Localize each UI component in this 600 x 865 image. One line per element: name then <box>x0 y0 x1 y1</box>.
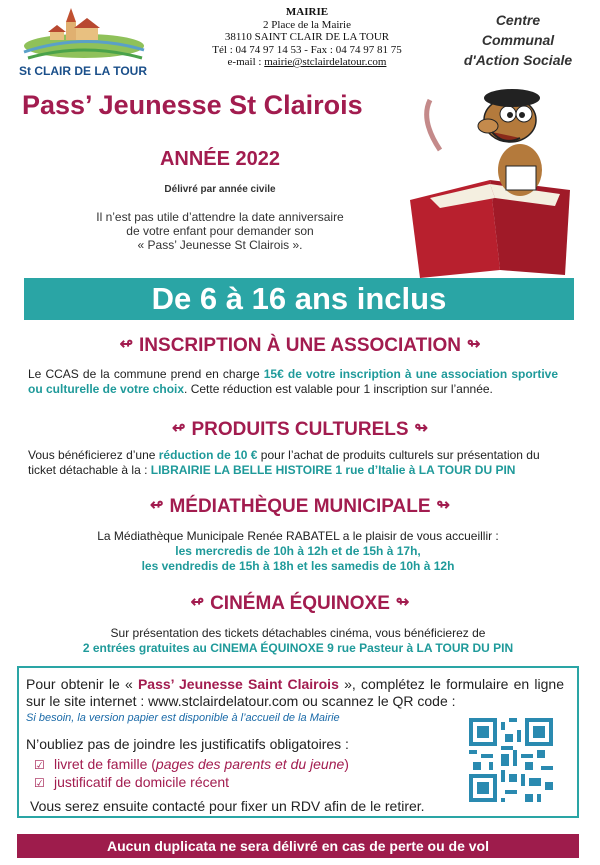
address-line-1: 2 Place de la Mairie <box>263 18 351 31</box>
curved-arrow-left-icon: ↫ <box>190 594 205 611</box>
box-intro-2: », complétez le formulaire en ligne sur le site internet : www.stclairdelatour.com ou scannez le QR code : <box>26 676 565 709</box>
mairie-title: MAIRIE <box>285 6 329 18</box>
email-line <box>182 56 432 69</box>
address-line-2: 38110 SAINT CLAIR DE LA TOUR <box>224 31 390 43</box>
curved-arrow-left-icon: ↫ <box>150 497 164 514</box>
phone-fax-line: Tél : 04 74 97 14 53 - Fax : 04 74 97 81 75 <box>212 43 402 56</box>
ccas-line-2: Communal <box>481 32 555 48</box>
qr-code-icon[interactable] <box>469 718 553 802</box>
curved-arrow-right-icon: ↬ <box>466 336 481 353</box>
heading-text: INSCRIPTION À UNE ASSOCIATION <box>139 335 461 356</box>
section-heading-cinema <box>20 592 580 615</box>
mairie-address-block <box>182 6 432 69</box>
list-item <box>34 774 464 790</box>
cinema-line-1: Sur présentation des tickets détachables cinéma, vous bénéficierez de <box>110 626 486 640</box>
info-line-2: de votre enfant pour demander son <box>126 224 314 238</box>
association-text-2: . Cette réduction est valable pour 1 inscription sur l’année. <box>184 382 493 396</box>
association-text-1: Le CCAS de la commune prend en charge <box>28 367 264 381</box>
checkbox-icon: ☑ <box>34 758 45 772</box>
item1-a: livret de famille ( <box>54 756 156 772</box>
heading-text: CINÉMA ÉQUINOXE <box>210 593 390 614</box>
culture-text <box>28 448 568 478</box>
logo-caption: St CLAIR DE LA TOUR <box>19 64 147 78</box>
cinema-text <box>28 626 568 656</box>
section-heading-mediatheque <box>20 495 580 518</box>
email-link[interactable]: mairie@stclairdelatour.com <box>264 56 387 68</box>
mediatheque-line-3: les vendredis de 15h à 18h et les samedis de 10h à 12h <box>141 559 455 573</box>
culture-text-2: pour l’achat de produits culturels sur présentation du ticket détachable à la : <box>28 448 540 477</box>
culture-highlight-2: LIBRAIRIE LA BELLE HISTOIRE 1 rue d’Italie à LA TOUR DU PIN <box>150 463 516 477</box>
section-heading-culture <box>20 418 580 441</box>
box-note: Si besoin, la version papier est disponible à l’accueil de la Mairie <box>26 712 340 724</box>
curved-arrow-left-icon: ↫ <box>172 420 186 437</box>
association-text <box>28 367 558 397</box>
box-pass-name: Pass’ Jeunesse Saint Clairois <box>137 676 339 692</box>
item1-c: ) <box>344 756 349 772</box>
footer-warning-banner: Aucun duplicata ne sera délivré en cas de perte ou de vol <box>17 834 579 858</box>
mediatheque-text <box>28 529 568 574</box>
info-text <box>30 210 410 252</box>
curved-arrow-right-icon: ↬ <box>436 497 450 514</box>
culture-text-1: Vous bénéficierez d’une <box>28 448 159 462</box>
age-banner: De 6 à 16 ans inclus <box>24 278 574 320</box>
association-highlight: 15€ de votre inscription à une association sportive ou culturelle de votre choix <box>28 367 558 396</box>
item1-b: pages des parents et du jeune <box>155 756 345 772</box>
mediatheque-line-2: les mercredis de 10h à 12h et de 15h à 17h, <box>175 544 421 558</box>
heading-text: PRODUITS CULTURELS <box>191 419 409 440</box>
reading-mascot-illustration <box>400 80 590 280</box>
box-intro <box>26 676 564 710</box>
list-item <box>34 756 464 772</box>
ccas-line-3: d'Action Sociale <box>463 52 573 68</box>
email-prefix: e-mail : <box>227 56 265 68</box>
item2-text: justificatif de domicile récent <box>54 774 230 790</box>
mediatheque-line-1: La Médiathèque Municipale Renée RABATEL a le plaisir de vous accueillir : <box>97 529 499 543</box>
checkbox-icon: ☑ <box>34 776 45 790</box>
box-reminder: N’oubliez pas de joindre les justificatifs obligatoires : <box>26 736 349 752</box>
info-line-3: « Pass’ Jeunesse St Clairois ». <box>137 238 303 252</box>
delivery-note: Délivré par année civile <box>164 184 276 195</box>
info-line-1: Il n’est pas utile d’attendre la date anniversaire <box>96 210 344 224</box>
year-heading: ANNÉE 2022 <box>159 148 281 170</box>
box-intro-1: Pour obtenir le « <box>26 676 138 692</box>
curved-arrow-right-icon: ↬ <box>395 594 410 611</box>
ccas-line-1: Centre <box>495 12 541 28</box>
culture-highlight-1: réduction de 10 € <box>158 448 258 462</box>
heading-text: MÉDIATHÈQUE MUNICIPALE <box>169 496 431 517</box>
box-contact: Vous serez ensuite contacté pour fixer un RDV afin de le retirer. <box>30 798 425 814</box>
cinema-line-2: 2 entrées gratuites au CINEMA ÉQUINOXE 9 rue Pasteur à LA TOUR DU PIN <box>82 641 514 655</box>
ccas-block <box>448 10 588 70</box>
page-title: Pass’ Jeunesse St Clairois <box>22 90 363 120</box>
curved-arrow-left-icon: ↫ <box>119 336 134 353</box>
section-heading-association <box>20 334 580 357</box>
curved-arrow-right-icon: ↬ <box>414 420 428 437</box>
